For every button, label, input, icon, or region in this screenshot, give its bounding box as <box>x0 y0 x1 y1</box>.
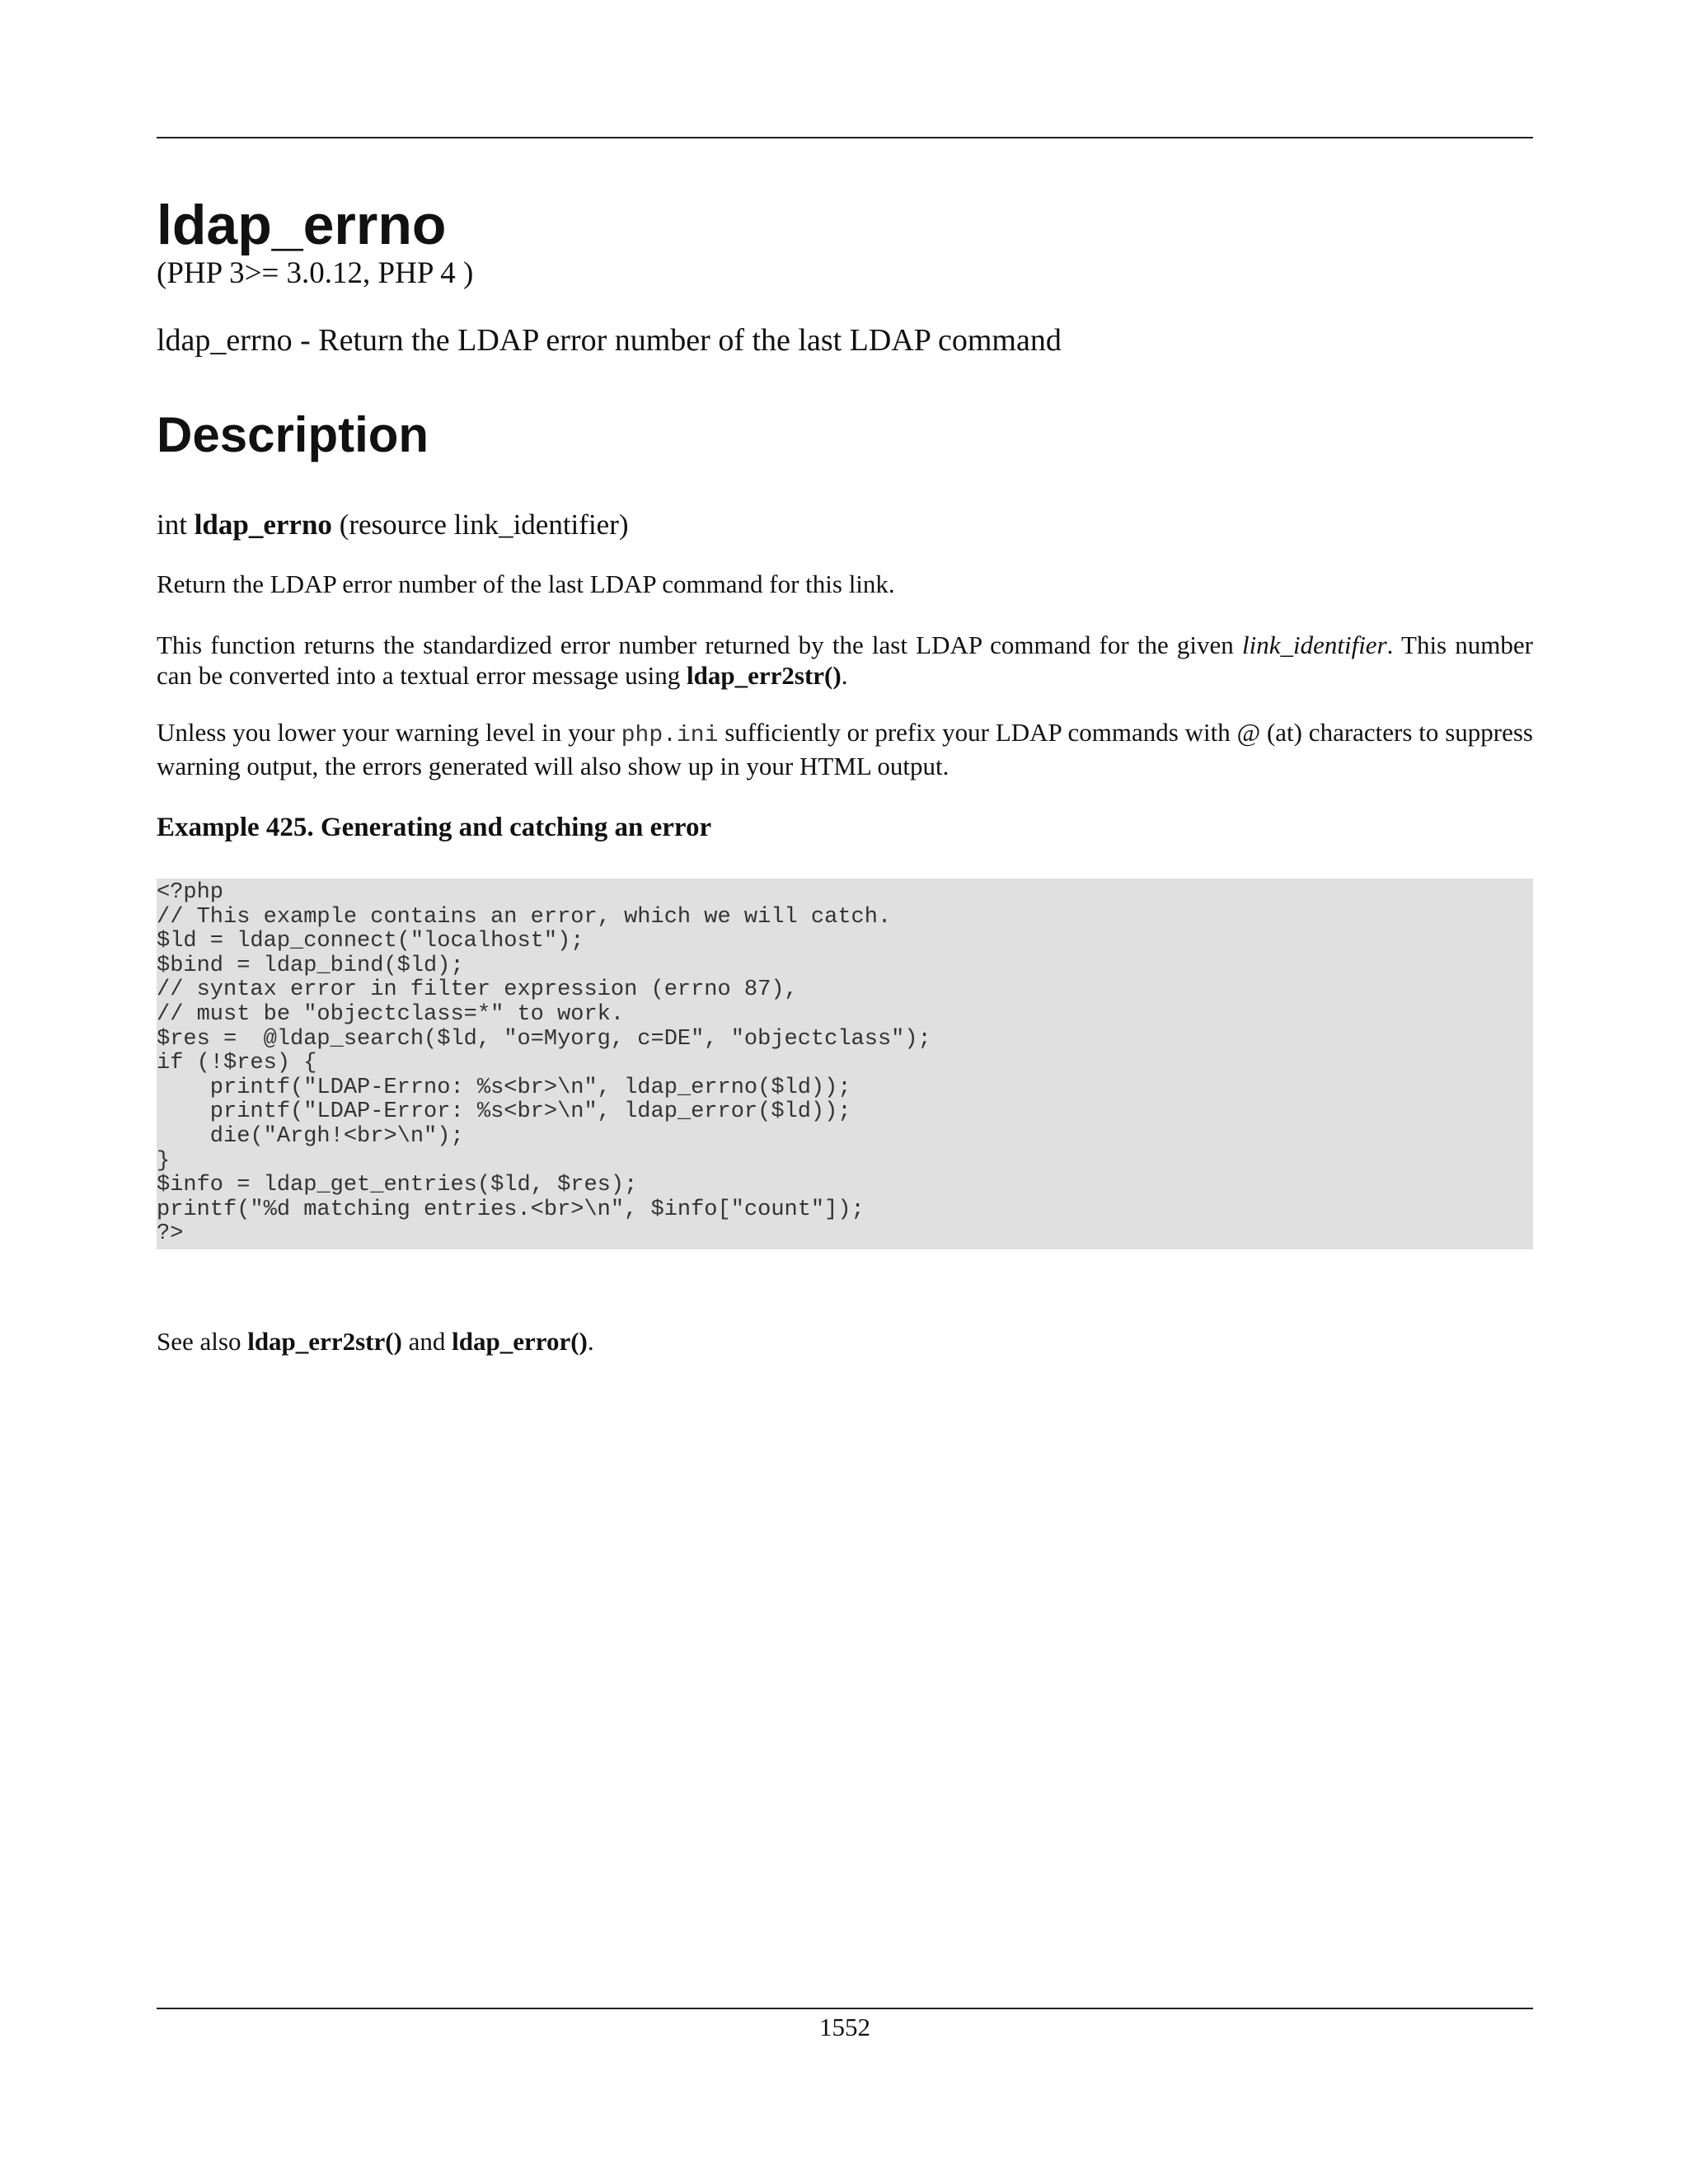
code-line: // This example contains an error, which we will catch. <box>157 904 892 930</box>
code-line: $ld = ldap_connect("localhost"); <box>157 929 584 954</box>
synopsis-return-type: int <box>157 509 195 541</box>
code-line: die("Argh!<br>\n"); <box>157 1123 464 1149</box>
p3-text-after: sufficiently or prefix your LDAP commands with @ (at) characters to suppress warning output, the errors generated will also show up in your HTML output. <box>157 718 1533 780</box>
description-paragraph-3 <box>157 717 1533 781</box>
code-line: $info = ldap_get_entries($ld, $res); <box>157 1173 638 1198</box>
code-example <box>157 879 1533 1249</box>
code-line: // syntax error in filter expression (errno 87), <box>157 977 798 1003</box>
reference-purpose: ldap_errno - Return the LDAP error number of the last LDAP command <box>157 323 1062 358</box>
php-versions: (PHP 3>= 3.0.12, PHP 4 ) <box>157 256 474 290</box>
p3-filename: php.ini <box>621 723 719 748</box>
code-line: // must be "objectclass=*" to work. <box>157 1001 625 1027</box>
p2-text-after: . <box>841 661 848 690</box>
description-heading: Description <box>157 407 429 462</box>
p2-func-link[interactable]: ldap_err2str() <box>687 661 842 690</box>
see-also-link-error[interactable]: ldap_error() <box>452 1327 588 1356</box>
page-title: ldap_errno <box>157 194 447 256</box>
p2-text-middle: . This number can be converted into a textual error message using <box>157 630 1534 690</box>
code-line: printf("LDAP-Error: %s<br>\n", ldap_error($ld)); <box>157 1099 851 1125</box>
see-also-joiner: and <box>401 1327 452 1356</box>
header-rule <box>157 137 1533 138</box>
see-also-suffix: . <box>587 1327 594 1356</box>
synopsis-params: (resource link_identifier) <box>331 509 629 541</box>
code-line: $bind = ldap_bind($ld); <box>157 953 464 978</box>
footer-rule <box>157 2008 1533 2009</box>
see-also <box>157 1325 594 1358</box>
code-line: ?> <box>157 1221 184 1247</box>
p2-param-name: link_identifier <box>1242 630 1387 659</box>
see-also-prefix: See also <box>157 1327 248 1356</box>
description-paragraph-1: Return the LDAP error number of the last LDAP command for this link. <box>157 569 895 598</box>
code-line: <?php <box>157 880 224 905</box>
see-also-link-err2str[interactable]: ldap_err2str() <box>247 1327 402 1356</box>
p2-text-before: This function returns the standardized error number returned by the last LDAP command for the given <box>157 630 1242 659</box>
code-line: $res = @ldap_search($ld, "o=Myorg, c=DE", "objectclass"); <box>157 1026 931 1052</box>
function-synopsis <box>157 506 629 544</box>
page-number: 1552 <box>819 2013 870 2041</box>
p3-text-before: Unless you lower your warning level in your <box>157 718 621 747</box>
document-page <box>157 0 1533 2184</box>
synopsis-function-name: ldap_errno <box>194 509 332 541</box>
example-title: Example 425. Generating and catching an error <box>157 813 712 842</box>
code-line: if (!$res) { <box>157 1051 317 1076</box>
code-line: printf("%d matching entries.<br>\n", $info["count"]); <box>157 1197 865 1222</box>
code-line: printf("LDAP-Errno: %s<br>\n", ldap_errno($ld)); <box>157 1075 851 1100</box>
code-line: } <box>157 1148 171 1174</box>
description-paragraph-2 <box>157 630 1533 691</box>
